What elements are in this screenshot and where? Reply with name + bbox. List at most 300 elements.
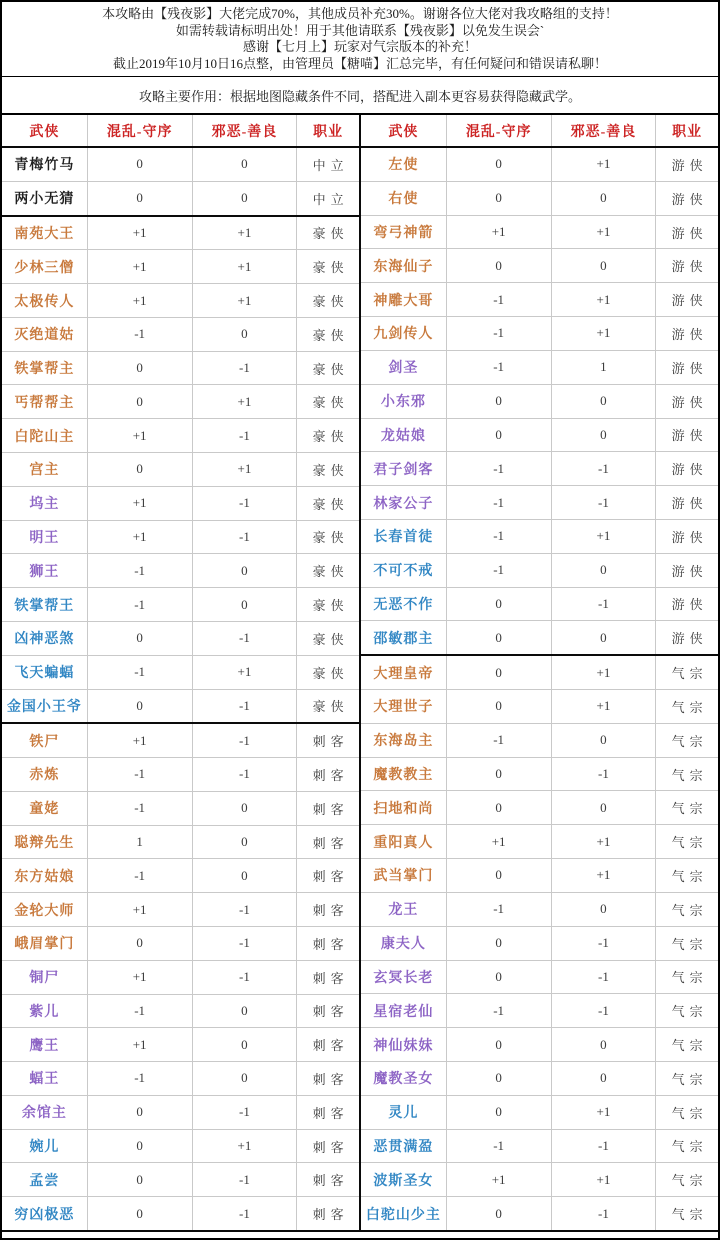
evil-good-value: -1: [193, 927, 298, 960]
hero-name: 两小无猜: [2, 182, 88, 215]
chaos-lawful-value: -1: [447, 486, 552, 519]
chaos-lawful-value: 0: [447, 385, 552, 418]
hero-name: 坞主: [2, 487, 88, 520]
job-value: 刺客: [312, 1038, 349, 1054]
chaos-lawful-value: +1: [447, 216, 552, 249]
evil-good-value: -1: [193, 419, 298, 452]
table-row: [2, 318, 359, 352]
job-value: 中立: [312, 191, 349, 207]
left-table: [2, 115, 361, 1232]
job-value: 刺客: [312, 801, 349, 817]
hero-name: 峨眉掌门: [2, 927, 88, 960]
hero-name: 金轮大师: [2, 893, 88, 926]
job-value: 气宗: [671, 1038, 708, 1054]
evil-good-value: -1: [193, 893, 298, 926]
hero-name: 铁尸: [2, 724, 88, 757]
hero-name: 大理世子: [361, 690, 447, 723]
evil-good-value: -1: [193, 690, 298, 723]
job-value: 刺客: [312, 903, 349, 919]
hero-name: 南苑大王: [2, 217, 88, 250]
hero-name: 凶神恶煞: [2, 622, 88, 655]
evil-good-value: +1: [552, 216, 657, 249]
hero-name: 龙王: [361, 893, 447, 926]
evil-good-value: -1: [552, 927, 657, 960]
table-row: [2, 927, 359, 961]
chaos-lawful-value: 1: [88, 826, 193, 859]
chaos-lawful-value: 0: [88, 148, 193, 181]
chaos-lawful-value: +1: [88, 217, 193, 250]
job-value: 豪侠: [312, 294, 349, 310]
evil-good-value: 0: [552, 1062, 657, 1095]
hero-name: 铁掌帮王: [2, 588, 88, 621]
table-row: [361, 859, 718, 893]
chaos-lawful-value: 0: [447, 927, 552, 960]
job-value: 游侠: [671, 428, 708, 444]
table-row: [2, 656, 359, 690]
evil-good-value: -1: [193, 1096, 298, 1129]
job-value: 气宗: [671, 1207, 708, 1223]
evil-good-value: +1: [552, 690, 657, 723]
chaos-lawful-value: +1: [88, 893, 193, 926]
notice-line: 本攻略由【残夜影】大佬完成70%，其他成员补充30%。谢谢各位大佬对我攻略组的支持！: [102, 6, 618, 21]
notice-line: 如需转载请标明出处！用于其他请联系【残夜影】以免发生误会`: [175, 22, 545, 38]
table-header-row: [361, 115, 718, 148]
hero-name: 左使: [361, 148, 447, 181]
evil-good-value: 0: [193, 995, 298, 1028]
chaos-lawful-value: -1: [88, 656, 193, 689]
job-value: 豪侠: [312, 631, 349, 647]
hero-name: 右使: [361, 182, 447, 215]
column-header: 邪恶-善良: [193, 115, 298, 146]
hero-name: 东方姑娘: [2, 859, 88, 892]
table-row: [361, 758, 718, 792]
chaos-lawful-value: +1: [88, 521, 193, 554]
hero-name: 小东邪: [361, 385, 447, 418]
job-value: 豪侠: [312, 361, 349, 377]
table-row: [2, 622, 359, 656]
job-value: 气宗: [671, 835, 708, 851]
evil-good-value: 0: [552, 249, 657, 282]
job-value: 游侠: [671, 360, 708, 376]
chaos-lawful-value: 0: [88, 453, 193, 486]
table-row: [2, 1163, 359, 1197]
table-row: [361, 249, 718, 283]
hero-name: 狮王: [2, 554, 88, 587]
hero-name: 童姥: [2, 792, 88, 825]
column-header: 邪恶-善良: [552, 115, 657, 146]
table-row: [361, 452, 718, 486]
chaos-lawful-value: 0: [88, 1163, 193, 1196]
evil-good-value: -1: [552, 758, 657, 791]
evil-good-value: 1: [552, 351, 657, 384]
evil-good-value: +1: [193, 284, 298, 317]
job-value: 豪侠: [312, 699, 349, 715]
evil-good-value: -1: [552, 1130, 657, 1163]
job-value: 刺客: [312, 734, 349, 750]
hero-name: 重阳真人: [361, 825, 447, 858]
table-row: [361, 1197, 718, 1230]
table-row: [2, 284, 359, 318]
chaos-lawful-value: -1: [447, 994, 552, 1027]
hero-name: 弯弓神箭: [361, 216, 447, 249]
chaos-lawful-value: 0: [88, 1130, 193, 1163]
job-value: 游侠: [671, 191, 708, 207]
table-row: [2, 453, 359, 487]
hero-name: 康夫人: [361, 927, 447, 960]
job-value: 游侠: [671, 462, 708, 478]
evil-good-value: -1: [193, 622, 298, 655]
evil-good-value: -1: [552, 1197, 657, 1230]
evil-good-value: +1: [193, 656, 298, 689]
table-row: [361, 621, 718, 656]
hero-name: 丐帮帮主: [2, 385, 88, 418]
evil-good-value: -1: [552, 961, 657, 994]
hero-name: 孟尝: [2, 1163, 88, 1196]
table-row: [361, 1163, 718, 1197]
purpose-text: 攻略主要作用：根据地图隐藏条件不同，搭配进入副本更容易获得隐藏武学。: [138, 88, 581, 104]
notice-box: [2, 2, 718, 77]
evil-good-value: 0: [552, 893, 657, 926]
evil-good-value: +1: [552, 1163, 657, 1196]
table-row: [2, 1096, 359, 1130]
table-row: [361, 656, 718, 690]
chaos-lawful-value: -1: [88, 859, 193, 892]
job-value: 豪侠: [312, 327, 349, 343]
chaos-lawful-value: +1: [88, 284, 193, 317]
bottom-strip: [2, 1232, 718, 1238]
evil-good-value: 0: [193, 554, 298, 587]
column-header: 职业: [672, 124, 703, 140]
chaos-lawful-value: -1: [447, 1130, 552, 1163]
chaos-lawful-value: 0: [447, 791, 552, 824]
table-row: [361, 1062, 718, 1096]
table-row: [2, 182, 359, 217]
chaos-lawful-value: -1: [447, 554, 552, 587]
chaos-lawful-value: 0: [447, 1096, 552, 1129]
evil-good-value: +1: [193, 453, 298, 486]
evil-good-value: -1: [193, 352, 298, 385]
table-row: [361, 825, 718, 859]
chaos-lawful-value: -1: [447, 452, 552, 485]
evil-good-value: 0: [193, 318, 298, 351]
job-value: 刺客: [312, 1105, 349, 1121]
evil-good-value: -1: [193, 521, 298, 554]
table-row: [2, 1062, 359, 1096]
table-row: [2, 995, 359, 1029]
table-row: [2, 419, 359, 453]
evil-good-value: +1: [552, 1096, 657, 1129]
chaos-lawful-value: +1: [447, 825, 552, 858]
table-row: [2, 554, 359, 588]
evil-good-value: +1: [193, 1130, 298, 1163]
purpose-box: [2, 77, 718, 115]
job-value: 游侠: [671, 563, 708, 579]
evil-good-value: 0: [552, 1028, 657, 1061]
job-value: 气宗: [671, 936, 708, 952]
chaos-lawful-value: 0: [447, 621, 552, 654]
evil-good-value: +1: [552, 859, 657, 892]
hero-name: 九剑传人: [361, 317, 447, 350]
chaos-lawful-value: 0: [447, 656, 552, 689]
job-value: 气宗: [671, 1071, 708, 1087]
job-value: 游侠: [671, 225, 708, 241]
evil-good-value: 0: [552, 182, 657, 215]
table-row: [2, 250, 359, 284]
table-row: [2, 588, 359, 622]
evil-good-value: 0: [552, 419, 657, 452]
evil-good-value: -1: [193, 758, 298, 791]
job-value: 豪侠: [312, 395, 349, 411]
job-value: 气宗: [671, 1105, 708, 1121]
chaos-lawful-value: -1: [88, 318, 193, 351]
job-value: 游侠: [671, 496, 708, 512]
table-row: [361, 182, 718, 216]
evil-good-value: +1: [552, 825, 657, 858]
hero-name: 飞天蝙蝠: [2, 656, 88, 689]
hero-name: 余馆主: [2, 1096, 88, 1129]
chaos-lawful-value: -1: [88, 1062, 193, 1095]
hero-name: 白驼山少主: [361, 1197, 447, 1230]
chaos-lawful-value: +1: [88, 487, 193, 520]
chaos-lawful-value: +1: [88, 1028, 193, 1061]
hero-name: 龙姑娘: [361, 419, 447, 452]
evil-good-value: 0: [193, 826, 298, 859]
evil-good-value: -1: [552, 452, 657, 485]
job-value: 气宗: [671, 902, 708, 918]
table-row: [361, 1130, 718, 1164]
hero-name: 赤炼: [2, 758, 88, 791]
table-row: [2, 385, 359, 419]
table-row: [2, 758, 359, 792]
chaos-lawful-value: 0: [88, 622, 193, 655]
job-value: 游侠: [671, 631, 708, 647]
chaos-lawful-value: 0: [447, 859, 552, 892]
job-value: 气宗: [671, 1173, 708, 1189]
evil-good-value: -1: [193, 1197, 298, 1230]
evil-good-value: 0: [193, 792, 298, 825]
chaos-lawful-value: 0: [447, 182, 552, 215]
chaos-lawful-value: 0: [88, 352, 193, 385]
hero-name: 鹰王: [2, 1028, 88, 1061]
hero-name: 恶贯满盈: [361, 1130, 447, 1163]
chaos-lawful-value: +1: [447, 1163, 552, 1196]
chaos-lawful-value: 0: [447, 961, 552, 994]
job-value: 游侠: [671, 259, 708, 275]
job-value: 气宗: [671, 699, 708, 715]
job-value: 豪侠: [312, 598, 349, 614]
job-value: 豪侠: [312, 496, 349, 512]
column-header: 武侠: [2, 115, 88, 146]
hero-name: 聪辩先生: [2, 826, 88, 859]
chaos-lawful-value: +1: [88, 419, 193, 452]
table-row: [2, 487, 359, 521]
hero-name: 灭绝道姑: [2, 318, 88, 351]
table-row: [2, 826, 359, 860]
table-row: [361, 690, 718, 724]
chaos-lawful-value: 0: [88, 385, 193, 418]
evil-good-value: 0: [193, 182, 298, 215]
chaos-lawful-value: +1: [88, 961, 193, 994]
column-header: 混乱-守序: [447, 115, 552, 146]
chaos-lawful-value: -1: [447, 520, 552, 553]
table-row: [361, 216, 718, 250]
chaos-lawful-value: 0: [447, 690, 552, 723]
job-value: 豪侠: [312, 564, 349, 580]
table-row: [361, 927, 718, 961]
hero-name: 玄冥长老: [361, 961, 447, 994]
hero-name: 金国小王爷: [2, 690, 88, 723]
job-value: 游侠: [671, 293, 708, 309]
evil-good-value: -1: [193, 724, 298, 757]
table-row: [2, 217, 359, 251]
evil-good-value: 0: [193, 859, 298, 892]
job-value: 游侠: [671, 394, 708, 410]
hero-name: 青梅竹马: [2, 148, 88, 181]
table-row: [2, 1197, 359, 1230]
table-row: [361, 148, 718, 182]
job-value: 气宗: [671, 666, 708, 682]
evil-good-value: +1: [552, 520, 657, 553]
job-value: 气宗: [671, 868, 708, 884]
table-row: [2, 690, 359, 725]
evil-good-value: +1: [552, 656, 657, 689]
hero-name: 白陀山主: [2, 419, 88, 452]
hero-name: 铁掌帮主: [2, 352, 88, 385]
chaos-lawful-value: -1: [88, 758, 193, 791]
job-value: 刺客: [312, 1207, 349, 1223]
chaos-lawful-value: -1: [88, 792, 193, 825]
table-row: [2, 1130, 359, 1164]
chaos-lawful-value: 0: [88, 1197, 193, 1230]
table-row: [2, 724, 359, 758]
table-row: [361, 961, 718, 995]
table-row: [361, 351, 718, 385]
hero-name: 明王: [2, 521, 88, 554]
hero-name: 神雕大哥: [361, 283, 447, 316]
table-row: [361, 554, 718, 588]
hero-name: 紫儿: [2, 995, 88, 1028]
chaos-lawful-value: 0: [88, 1096, 193, 1129]
hero-name: 剑圣: [361, 351, 447, 384]
evil-good-value: -1: [552, 588, 657, 621]
job-value: 气宗: [671, 801, 708, 817]
hero-name: 波斯圣女: [361, 1163, 447, 1196]
job-value: 豪侠: [312, 260, 349, 276]
table-row: [2, 893, 359, 927]
chaos-lawful-value: +1: [88, 724, 193, 757]
evil-good-value: +1: [193, 217, 298, 250]
table-row: [361, 724, 718, 758]
table-header-row: [2, 115, 359, 148]
evil-good-value: 0: [552, 621, 657, 654]
evil-good-value: 0: [552, 385, 657, 418]
job-value: 气宗: [671, 733, 708, 749]
hero-name: 魔教圣女: [361, 1062, 447, 1095]
evil-good-value: 0: [552, 791, 657, 824]
hero-name: 东海仙子: [361, 249, 447, 282]
job-value: 豪侠: [312, 226, 349, 242]
job-value: 游侠: [671, 597, 708, 613]
hero-name: 灵儿: [361, 1096, 447, 1129]
hero-name: 太极传人: [2, 284, 88, 317]
hero-name: 神仙妹妹: [361, 1028, 447, 1061]
evil-good-value: +1: [552, 317, 657, 350]
hero-name: 武当掌门: [361, 859, 447, 892]
job-value: 豪侠: [312, 530, 349, 546]
hero-name: 少林三僧: [2, 250, 88, 283]
hero-name: 林家公子: [361, 486, 447, 519]
table-row: [361, 486, 718, 520]
evil-good-value: -1: [193, 961, 298, 994]
job-value: 刺客: [312, 1071, 349, 1087]
chaos-lawful-value: -1: [447, 893, 552, 926]
column-header: 混乱-守序: [88, 115, 193, 146]
table-row: [361, 893, 718, 927]
hero-name: 星宿老仙: [361, 994, 447, 1027]
notice-line: 感谢【七月上】玩家对气宗版本的补充！: [242, 39, 477, 54]
job-value: 游侠: [671, 157, 708, 173]
chaos-lawful-value: 0: [447, 148, 552, 181]
evil-good-value: 0: [193, 588, 298, 621]
chaos-lawful-value: -1: [447, 283, 552, 316]
chaos-lawful-value: +1: [88, 250, 193, 283]
table-row: [361, 317, 718, 351]
table-row: [2, 148, 359, 182]
hero-name: 魔教教主: [361, 758, 447, 791]
hero-name: 大理皇帝: [361, 656, 447, 689]
chaos-lawful-value: -1: [447, 317, 552, 350]
job-value: 刺客: [312, 1004, 349, 1020]
hero-name: 长春首徒: [361, 520, 447, 553]
table-row: [2, 352, 359, 386]
table-row: [361, 419, 718, 453]
evil-good-value: -1: [193, 487, 298, 520]
job-value: 刺客: [312, 835, 349, 851]
hero-name: 无恶不作: [361, 588, 447, 621]
table-row: [2, 1028, 359, 1062]
job-value: 游侠: [671, 326, 708, 342]
evil-good-value: 0: [193, 148, 298, 181]
job-value: 中立: [312, 157, 349, 173]
evil-good-value: +1: [552, 148, 657, 181]
chaos-lawful-value: 0: [88, 927, 193, 960]
hero-name: 蝠王: [2, 1062, 88, 1095]
chaos-lawful-value: 0: [447, 249, 552, 282]
job-value: 气宗: [671, 767, 708, 783]
chaos-lawful-value: 0: [447, 1062, 552, 1095]
job-value: 刺客: [312, 936, 349, 952]
table-row: [2, 859, 359, 893]
table-row: [2, 792, 359, 826]
table-row: [361, 520, 718, 554]
chaos-lawful-value: 0: [88, 690, 193, 723]
job-value: 刺客: [312, 970, 349, 986]
evil-good-value: +1: [193, 385, 298, 418]
evil-good-value: -1: [552, 486, 657, 519]
chaos-lawful-value: 0: [447, 419, 552, 452]
right-table: [361, 115, 718, 1232]
job-value: 刺客: [312, 1173, 349, 1189]
hero-name: 宫主: [2, 453, 88, 486]
chaos-lawful-value: -1: [88, 554, 193, 587]
job-value: 刺客: [312, 869, 349, 885]
hero-name: 铜尸: [2, 961, 88, 994]
evil-good-value: 0: [552, 554, 657, 587]
table-row: [361, 385, 718, 419]
job-value: 刺客: [312, 1139, 349, 1155]
evil-good-value: 0: [552, 724, 657, 757]
evil-good-value: -1: [552, 994, 657, 1027]
